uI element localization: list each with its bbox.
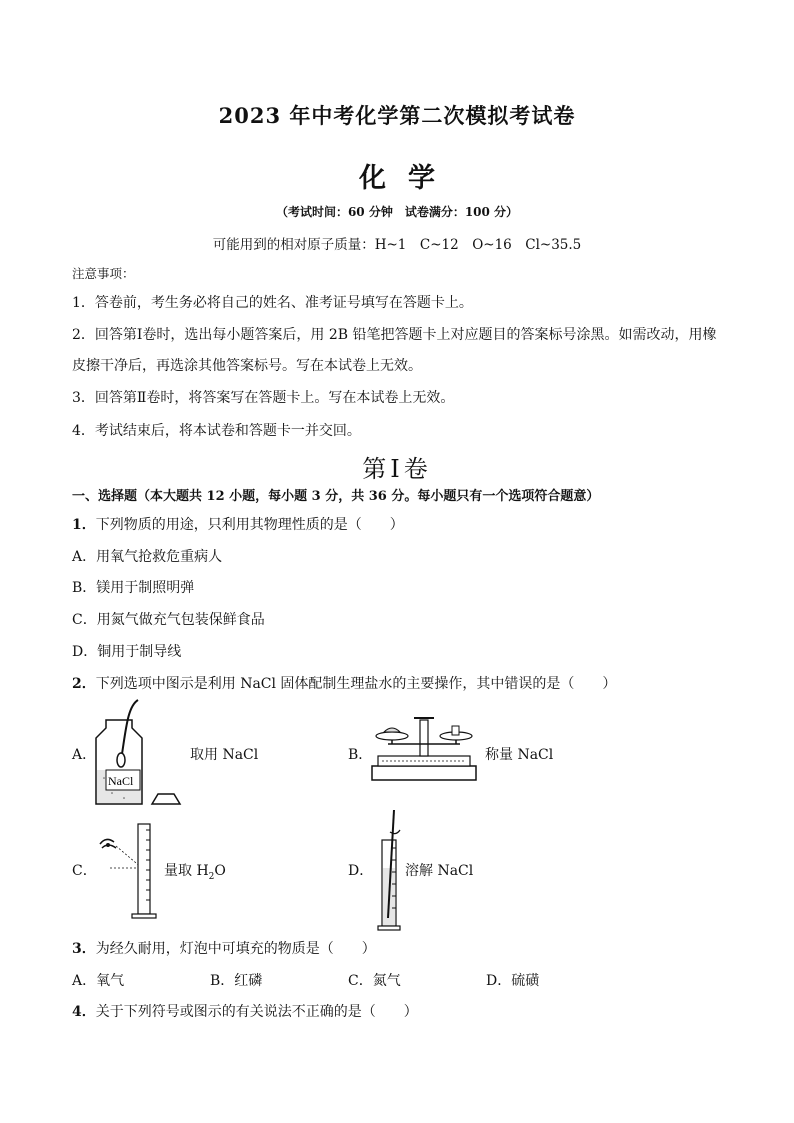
- notice-item-2-line-2: 皮擦干净后，再选涂其他答案标号。写在本试卷上无效。: [72, 358, 422, 374]
- exam-info: （考试时间：60 分钟 试卷满分：100 分）: [275, 205, 519, 219]
- q3-option-c: C．氮气: [348, 973, 401, 989]
- question-1: [72, 515, 404, 535]
- question-2: [72, 674, 616, 694]
- cylinder-stirring-figure: [372, 808, 408, 932]
- q2-option-b-letter: B．: [348, 747, 373, 763]
- graduated-cylinder-reading-figure: [94, 820, 166, 920]
- question-stem: 为经久耐用，灯泡中可填充的物质是（ ）: [95, 941, 376, 957]
- question-number: 1．: [72, 517, 96, 533]
- q1-option-a: A．用氧气抢救危重病人: [72, 549, 223, 565]
- q2-option-a-letter: A．: [72, 747, 97, 763]
- notice-item-3: 3．回答第Ⅱ卷时，将答案写在答题卡上。写在本试卷上无效。: [72, 390, 455, 406]
- atomic-masses: 可能用到的相对原子质量：H~1 C~12 O~16 Cl~35.5: [212, 237, 582, 253]
- q2-option-c-letter: C．: [72, 863, 97, 879]
- section-instructions: 一、选择题（本大题共 12 小题，每小题 3 分，共 36 分。每小题只有一个选项符合题意）: [72, 489, 600, 504]
- q2-option-c-caption: 量取 $H_2O$: [164, 863, 226, 882]
- q1-option-b: B．镁用于制照明弹: [72, 580, 195, 596]
- section-title: 第Ⅰ卷: [362, 455, 432, 483]
- q3-option-d: D．硫磺: [486, 973, 540, 989]
- q3-option-b: B．红磷: [210, 973, 263, 989]
- question-number: 4．: [72, 1004, 96, 1020]
- question-stem: 下列选项中图示是利用 NaCl 固体配制生理盐水的主要操作，其中错误的是（ ）: [95, 676, 617, 692]
- question-number: 2．: [72, 676, 96, 692]
- q1-option-d: D．铜用于制导线: [72, 644, 182, 660]
- question-number: 3．: [72, 941, 96, 957]
- q2-option-b-caption: 称量 NaCl: [485, 747, 554, 763]
- q1-option-c: C．用氮气做充气包装保鲜食品: [72, 612, 265, 628]
- exam-title: 2023 年中考化学第二次模拟考试卷: [218, 103, 576, 128]
- q2-option-d-caption: 溶解 NaCl: [405, 863, 474, 879]
- balance-scale-figure: [368, 714, 480, 784]
- q2-option-d-letter: D．: [348, 863, 374, 879]
- subject-title: 化学: [359, 163, 457, 194]
- notice-item-1: 1．答卷前，考生务必将自己的姓名、准考证号填写在答题卡上。: [72, 295, 473, 311]
- notice-item-2-line-1: 2．回答第Ⅰ卷时，选出每小题答案后，用 2B 铅笔把答题卡上对应题目的答案标号涂黑。如需改动，用橡: [72, 327, 717, 343]
- q3-option-a: A．氧气: [72, 973, 125, 989]
- nacl-bottle-spoon-figure: [92, 698, 192, 810]
- notice-title: 注意事项：: [72, 266, 135, 281]
- question-stem: 关于下列符号或图示的有关说法不正确的是（ ）: [95, 1004, 418, 1020]
- question-stem: 下列物质的用途，只利用其物理性质的是（ ）: [95, 517, 404, 533]
- q2-option-a-caption: 取用 NaCl: [190, 747, 259, 763]
- bottle-label: NaCl: [108, 774, 134, 788]
- notice-item-4: 4．考试结束后，将本试卷和答题卡一并交回。: [72, 423, 361, 439]
- question-3: [72, 939, 376, 959]
- question-4: [72, 1002, 418, 1022]
